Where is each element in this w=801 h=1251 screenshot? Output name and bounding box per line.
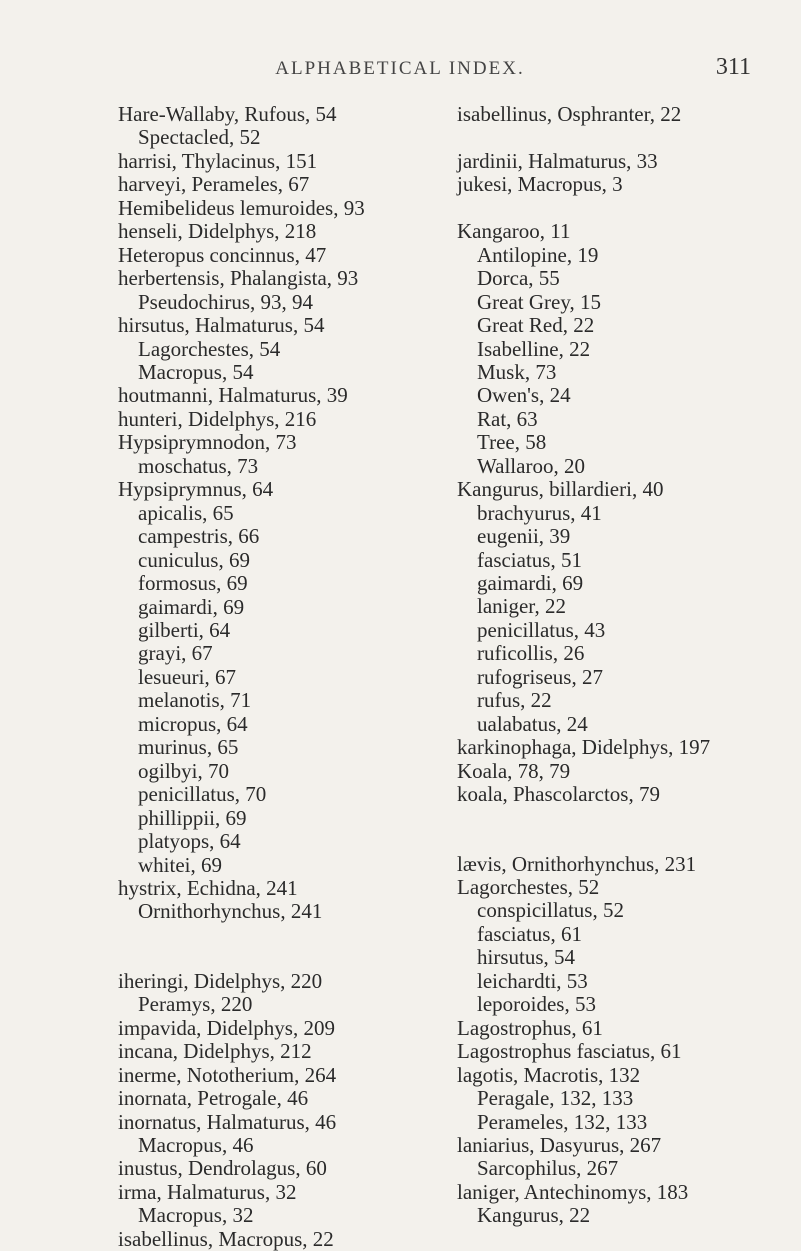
index-subentry: moschatus, 73 (138, 453, 259, 478)
index-entry: herbertensis, Phalangista, 93 (118, 266, 359, 291)
index-entry: inerme, Nototherium, 264 (118, 1062, 337, 1087)
index-entry: henseli, Didelphys, 218 (118, 219, 317, 244)
index-subentry: fasciatus, 51 (477, 547, 582, 572)
index-subentry: lesueuri, 67 (138, 664, 236, 689)
index-subentry: rufogriseus, 27 (477, 664, 603, 689)
index-gap (457, 126, 777, 149)
index-subentry: Macropus, 46 (138, 1133, 254, 1158)
index-entry: Hemibelideus lemuroides, 93 (118, 195, 365, 220)
index-entry: hunteri, Didelphys, 216 (118, 406, 317, 431)
index-subentry: Musk, 73 (477, 359, 557, 384)
index-entry: impavida, Didelphys, 209 (118, 1015, 335, 1040)
index-entry: Lagorchestes, 52 (457, 875, 600, 900)
index-subentry: gilberti, 64 (138, 617, 231, 642)
index-subentry: leichardti, 53 (477, 968, 588, 993)
index-subentry: fasciatus, 61 (477, 921, 582, 946)
index-subentry: Peramys, 220 (138, 992, 253, 1017)
index-entry: isabellinus, Osphranter, 22 (457, 102, 682, 126)
index-subentry: eugenii, 39 (477, 524, 571, 549)
index-entry: hirsutus, Halmaturus, 54 (118, 313, 325, 338)
index-gap (118, 924, 438, 970)
index-subentry: Owen's, 24 (477, 383, 571, 408)
index-entry: jardinii, Halmaturus, 33 (457, 148, 658, 173)
index-subentry: campestris, 66 (138, 524, 260, 549)
index-entry: inornata, Petrogale, 46 (118, 1086, 309, 1111)
index-subentry: ogilbyi, 70 (138, 758, 230, 783)
index-entry: Hypsiprymnodon, 73 (118, 430, 297, 455)
index-subentry: melanotis, 71 (138, 688, 252, 713)
index-subentry: Isabelline, 22 (477, 336, 591, 361)
index-entry: houtmanni, Halmaturus, 39 (118, 383, 348, 408)
index-subentry: cuniculus, 69 (138, 547, 250, 572)
index-subentry: penicillatus, 43 (477, 617, 606, 642)
index-subentry: Kangurus, 22 (477, 1203, 591, 1228)
running-head: ALPHABETICAL INDEX. (275, 58, 525, 79)
index-subentry: phillippii, 69 (138, 805, 247, 830)
index-entry: lævis, Ornithorhynchus, 231 (457, 851, 697, 876)
index-subentry: laniger, 22 (477, 594, 566, 619)
index-entry: jukesi, Macropus, 3 (457, 172, 623, 197)
index-column-left (118, 103, 438, 1251)
index-subentry: apicalis, 65 (138, 500, 234, 525)
index-subentry: leporoides, 53 (477, 992, 596, 1017)
index-subentry: Wallaroo, 20 (477, 453, 585, 478)
index-entry: inornatus, Halmaturus, 46 (118, 1109, 337, 1134)
index-entry: Kangurus, billardieri, 40 (457, 477, 664, 502)
index-entry: harrisi, Thylacinus, 151 (118, 148, 318, 173)
index-subentry: Pseudochirus, 93, 94 (138, 289, 313, 314)
index-subentry: Macropus, 54 (138, 359, 254, 384)
index-subentry: Great Red, 22 (477, 313, 595, 338)
index-subentry: platyops, 64 (138, 829, 241, 854)
index-subentry: murinus, 65 (138, 735, 239, 760)
index-subentry: whitei, 69 (138, 852, 222, 877)
index-entry: Kangaroo, 11 (457, 219, 571, 244)
index-entry: lagotis, Macrotis, 132 (457, 1062, 641, 1087)
index-subentry: Rat, 63 (477, 406, 538, 431)
index-subentry: brachyurus, 41 (477, 500, 602, 525)
index-subentry: Spectacled, 52 (138, 125, 261, 150)
index-entry: koala, Phascolarctos, 79 (457, 782, 660, 807)
index-subentry: formosus, 69 (138, 571, 248, 596)
index-subentry: Macropus, 32 (138, 1203, 254, 1228)
index-entry: harveyi, Perameles, 67 (118, 172, 310, 197)
index-subentry: ruficollis, 26 (477, 641, 585, 666)
index-subentry: Dorca, 55 (477, 266, 560, 291)
index-subentry: conspicillatus, 52 (477, 898, 624, 923)
index-subentry: gaimardi, 69 (477, 571, 584, 596)
index-entry: Hypsiprymnus, 64 (118, 477, 274, 502)
index-column-right (457, 103, 777, 1228)
index-subentry: hirsutus, 54 (477, 945, 576, 970)
index-subentry: Great Grey, 15 (477, 289, 602, 314)
index-subentry: Ornithorhynchus, 241 (138, 899, 323, 924)
index-subentry: Tree, 58 (477, 430, 547, 455)
index-subentry: penicillatus, 70 (138, 782, 267, 807)
index-subentry: rufus, 22 (477, 688, 552, 713)
index-subentry: ualabatus, 24 (477, 711, 588, 736)
index-entry: Koala, 78, 79 (457, 758, 571, 783)
index-entry: Lagostrophus, 61 (457, 1015, 603, 1040)
index-subentry: Perameles, 132, 133 (477, 1109, 648, 1134)
index-entry: karkinophaga, Didelphys, 197 (457, 735, 711, 760)
index-entry: laniarius, Dasyurus, 267 (457, 1133, 662, 1157)
index-entry: laniger, Antechinomys, 183 (457, 1179, 689, 1204)
index-entry: hystrix, Echidna, 241 (118, 875, 298, 900)
index-entry: irma, Halmaturus, 32 (118, 1179, 297, 1204)
index-subentry: Peragale, 132, 133 (477, 1086, 634, 1111)
index-gap (457, 197, 777, 220)
index-subentry: Lagorchestes, 54 (138, 336, 281, 361)
index-entry: Lagostrophus fasciatus, 61 (457, 1039, 682, 1064)
index-subentry: grayi, 67 (138, 641, 213, 666)
index-entry: inustus, Dendrolagus, 60 (118, 1156, 327, 1181)
index-subentry: Sarcophilus, 267 (477, 1156, 619, 1181)
index-gap (457, 807, 777, 853)
index-entry: incana, Didelphys, 212 (118, 1039, 312, 1064)
index-subentry: micropus, 64 (138, 711, 248, 736)
index-entry: Hare-Wallaby, Rufous, 54 (118, 102, 337, 126)
index-entry: isabellinus, Macropus, 22 (118, 1226, 334, 1251)
index-entry: Heteropus concinnus, 47 (118, 242, 327, 267)
index-subentry: Antilopine, 19 (477, 242, 599, 267)
index-subentry: gaimardi, 69 (138, 594, 245, 619)
page-number: 311 (715, 54, 751, 80)
index-entry: iheringi, Didelphys, 220 (118, 968, 323, 993)
